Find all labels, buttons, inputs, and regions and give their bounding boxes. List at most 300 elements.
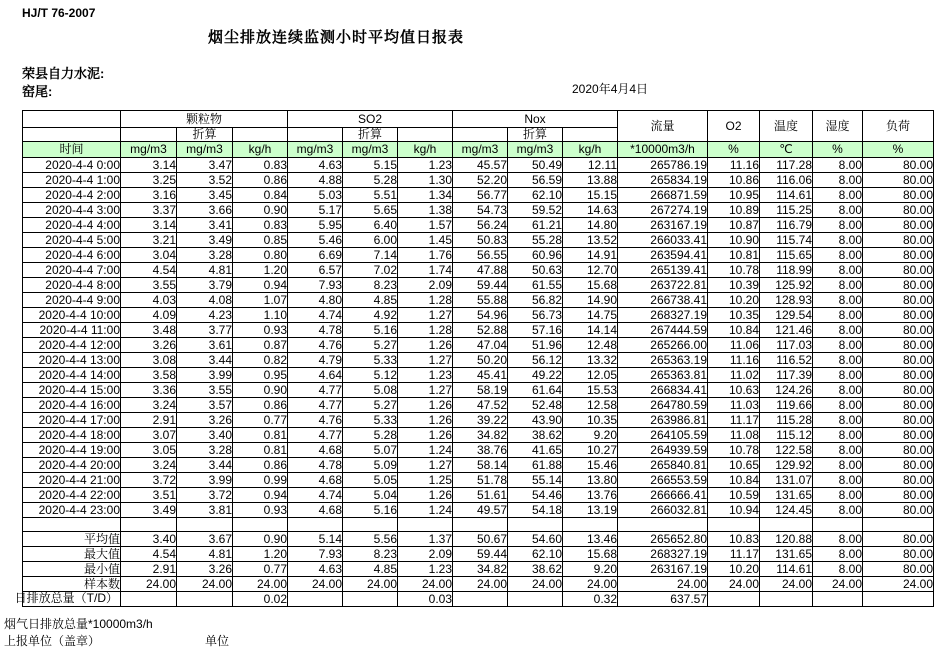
value-cell: 80.00 [863, 398, 934, 413]
value-cell: 4.68 [288, 443, 343, 458]
value-cell: 267274.19 [618, 203, 708, 218]
table-row [23, 338, 934, 353]
table-row [23, 293, 934, 308]
converted-subheader [288, 128, 343, 142]
unit-header: % [813, 142, 863, 158]
value-cell: 38.62 [508, 428, 563, 443]
value-cell: 80.00 [863, 383, 934, 398]
time-cell: 2020-4-4 21:00 [23, 473, 121, 488]
value-cell: 52.20 [453, 173, 508, 188]
value-cell: 3.24 [121, 458, 177, 473]
value-cell: 3.44 [177, 458, 233, 473]
value-cell: 5.12 [343, 368, 398, 383]
value-cell: 50.20 [453, 353, 508, 368]
value-cell: 3.45 [177, 188, 233, 203]
summary-label: 样本数 [23, 577, 121, 592]
value-cell: 115.74 [760, 233, 813, 248]
value-cell: 4.88 [288, 173, 343, 188]
summary-value-cell: 24.00 [618, 577, 708, 592]
value-cell: 10.86 [708, 173, 760, 188]
summary-value-cell: 0.03 [398, 592, 453, 607]
value-cell: 121.46 [760, 323, 813, 338]
value-cell: 129.54 [760, 308, 813, 323]
value-cell: 80.00 [863, 293, 934, 308]
value-cell: 5.27 [343, 398, 398, 413]
value-cell: 0.77 [233, 413, 288, 428]
time-cell: 2020-4-4 8:00 [23, 278, 121, 293]
value-cell: 11.06 [708, 338, 760, 353]
value-cell: 8.00 [813, 218, 863, 233]
value-cell: 1.26 [398, 338, 453, 353]
value-cell: 11.08 [708, 428, 760, 443]
table-row [23, 233, 934, 248]
column-group-header: 湿度 [813, 111, 863, 142]
value-cell: 10.59 [708, 488, 760, 503]
value-cell: 10.39 [708, 278, 760, 293]
value-cell: 8.00 [813, 398, 863, 413]
value-cell: 80.00 [863, 443, 934, 458]
value-cell: 10.20 [708, 293, 760, 308]
summary-value-cell: 0.77 [233, 562, 288, 577]
value-cell: 0.86 [233, 398, 288, 413]
time-cell: 2020-4-4 15:00 [23, 383, 121, 398]
value-cell: 0.86 [233, 173, 288, 188]
value-cell: 3.04 [121, 248, 177, 263]
summary-value-cell: 0.90 [233, 532, 288, 547]
value-cell: 2.09 [398, 278, 453, 293]
value-cell: 3.26 [121, 338, 177, 353]
summary-value-cell: 50.67 [453, 532, 508, 547]
summary-value-cell: 114.61 [760, 562, 813, 577]
time-cell: 2020-4-4 2:00 [23, 188, 121, 203]
time-cell: 2020-4-4 12:00 [23, 338, 121, 353]
value-cell: 8.00 [813, 458, 863, 473]
value-cell: 115.25 [760, 203, 813, 218]
value-cell: 4.74 [288, 308, 343, 323]
value-cell: 5.65 [343, 203, 398, 218]
value-cell: 8.00 [813, 308, 863, 323]
summary-value-cell: 24.00 [508, 577, 563, 592]
converted-subheader [453, 128, 508, 142]
empty-cell [708, 518, 760, 532]
summary-value-cell: 5.14 [288, 532, 343, 547]
value-cell: 8.00 [813, 278, 863, 293]
value-cell: 8.00 [813, 248, 863, 263]
unit-header: mg/m3 [343, 142, 398, 158]
value-cell: 265266.00 [618, 338, 708, 353]
value-cell: 116.06 [760, 173, 813, 188]
summary-value-cell: 7.93 [288, 547, 343, 562]
value-cell: 10.84 [708, 323, 760, 338]
reporting-org-label: 上报单位（盖章） [4, 634, 101, 648]
summary-row [23, 547, 934, 562]
value-cell: 34.82 [453, 428, 508, 443]
summary-value-cell: 62.10 [508, 547, 563, 562]
value-cell: 265840.81 [618, 458, 708, 473]
value-cell: 1.57 [398, 218, 453, 233]
table-row [23, 413, 934, 428]
summary-value-cell: 24.00 [708, 577, 760, 592]
value-cell: 0.80 [233, 248, 288, 263]
report-table-body [14, 111, 934, 607]
empty-cell [863, 518, 934, 532]
summary-value-cell: 4.63 [288, 562, 343, 577]
summary-value-cell: 265652.80 [618, 532, 708, 547]
summary-value-cell: 8.00 [813, 532, 863, 547]
value-cell: 5.15 [343, 158, 398, 173]
value-cell: 5.27 [343, 338, 398, 353]
value-cell: 3.44 [177, 353, 233, 368]
value-cell: 51.96 [508, 338, 563, 353]
summary-value-cell: 24.00 [398, 577, 453, 592]
value-cell: 10.65 [708, 458, 760, 473]
value-cell: 61.21 [508, 218, 563, 233]
table-row [23, 368, 934, 383]
value-cell: 80.00 [863, 263, 934, 278]
value-cell: 3.08 [121, 353, 177, 368]
value-cell: 61.55 [508, 278, 563, 293]
value-cell: 3.24 [121, 398, 177, 413]
value-cell: 1.26 [398, 488, 453, 503]
summary-value-cell: 8.00 [813, 562, 863, 577]
value-cell: 263986.81 [618, 413, 708, 428]
time-cell: 2020-4-4 23:00 [23, 503, 121, 518]
value-cell: 10.89 [708, 203, 760, 218]
value-cell: 4.77 [288, 398, 343, 413]
summary-row [23, 532, 934, 547]
empty-cell [618, 518, 708, 532]
value-cell: 3.40 [177, 428, 233, 443]
value-cell: 4.68 [288, 503, 343, 518]
value-cell: 4.09 [121, 308, 177, 323]
value-cell: 13.88 [563, 173, 618, 188]
value-cell: 1.07 [233, 293, 288, 308]
summary-value-cell [508, 592, 563, 607]
value-cell: 266666.41 [618, 488, 708, 503]
unit-header: mg/m3 [177, 142, 233, 158]
value-cell: 59.44 [453, 278, 508, 293]
value-cell: 62.10 [508, 188, 563, 203]
summary-label: 平均值 [23, 532, 121, 547]
value-cell: 8.00 [813, 173, 863, 188]
value-cell: 80.00 [863, 173, 934, 188]
value-cell: 1.26 [398, 428, 453, 443]
value-cell: 6.00 [343, 233, 398, 248]
value-cell: 1.30 [398, 173, 453, 188]
summary-value-cell [813, 592, 863, 607]
value-cell: 0.82 [233, 353, 288, 368]
value-cell: 3.26 [177, 413, 233, 428]
value-cell: 55.14 [508, 473, 563, 488]
value-cell: 0.90 [233, 383, 288, 398]
value-cell: 14.80 [563, 218, 618, 233]
value-cell: 8.00 [813, 188, 863, 203]
value-cell: 3.05 [121, 443, 177, 458]
value-cell: 1.27 [398, 383, 453, 398]
summary-value-cell: 80.00 [863, 547, 934, 562]
time-cell: 2020-4-4 20:00 [23, 458, 121, 473]
summary-value-cell: 131.65 [760, 547, 813, 562]
value-cell: 80.00 [863, 233, 934, 248]
value-cell: 263167.19 [618, 218, 708, 233]
summary-value-cell: 4.85 [343, 562, 398, 577]
value-cell: 266032.81 [618, 503, 708, 518]
value-cell: 3.58 [121, 368, 177, 383]
value-cell: 56.82 [508, 293, 563, 308]
value-cell: 0.81 [233, 428, 288, 443]
summary-row [23, 577, 934, 592]
unit-header: mg/m3 [453, 142, 508, 158]
value-cell: 0.84 [233, 188, 288, 203]
value-cell: 11.16 [708, 353, 760, 368]
value-cell: 8.00 [813, 428, 863, 443]
time-cell: 2020-4-4 5:00 [23, 233, 121, 248]
value-cell: 8.00 [813, 233, 863, 248]
empty-cell [177, 518, 233, 532]
value-cell: 12.11 [563, 158, 618, 173]
table-row [23, 503, 934, 518]
empty-cell [233, 518, 288, 532]
value-cell: 50.83 [453, 233, 508, 248]
value-cell: 3.14 [121, 218, 177, 233]
value-cell: 4.76 [288, 338, 343, 353]
column-group-header [23, 111, 121, 128]
value-cell: 12.05 [563, 368, 618, 383]
table-row [23, 488, 934, 503]
value-cell: 124.26 [760, 383, 813, 398]
value-cell: 80.00 [863, 248, 934, 263]
value-cell: 12.48 [563, 338, 618, 353]
summary-value-cell: 24.00 [288, 577, 343, 592]
value-cell: 8.00 [813, 353, 863, 368]
value-cell: 6.69 [288, 248, 343, 263]
unit-header: mg/m3 [288, 142, 343, 158]
table-row [23, 188, 934, 203]
summary-label: 最小值 [23, 562, 121, 577]
unit-header: mg/m3 [121, 142, 177, 158]
value-cell: 8.00 [813, 203, 863, 218]
value-cell: 131.65 [760, 488, 813, 503]
summary-value-cell: 4.81 [177, 547, 233, 562]
value-cell: 3.61 [177, 338, 233, 353]
value-cell: 3.72 [177, 488, 233, 503]
empty-cell [343, 518, 398, 532]
time-cell: 2020-4-4 3:00 [23, 203, 121, 218]
value-cell: 3.16 [121, 188, 177, 203]
summary-value-cell [288, 592, 343, 607]
value-cell: 61.64 [508, 383, 563, 398]
value-cell: 8.00 [813, 443, 863, 458]
value-cell: 45.41 [453, 368, 508, 383]
table-row [23, 248, 934, 263]
unit-header: kg/h [233, 142, 288, 158]
value-cell: 4.81 [177, 263, 233, 278]
value-cell: 15.15 [563, 188, 618, 203]
empty-cell [508, 518, 563, 532]
summary-row [23, 592, 934, 607]
value-cell: 5.05 [343, 473, 398, 488]
value-cell: 0.94 [233, 488, 288, 503]
value-cell: 47.52 [453, 398, 508, 413]
value-cell: 4.78 [288, 458, 343, 473]
value-cell: 264939.59 [618, 443, 708, 458]
value-cell: 13.32 [563, 353, 618, 368]
value-cell: 117.03 [760, 338, 813, 353]
summary-value-cell: 4.54 [121, 547, 177, 562]
value-cell: 5.09 [343, 458, 398, 473]
value-cell: 3.28 [177, 248, 233, 263]
value-cell: 13.19 [563, 503, 618, 518]
value-cell: 1.38 [398, 203, 453, 218]
value-cell: 119.66 [760, 398, 813, 413]
value-cell: 80.00 [863, 278, 934, 293]
value-cell: 0.83 [233, 158, 288, 173]
unit-header: kg/h [563, 142, 618, 158]
summary-value-cell: 24.00 [343, 577, 398, 592]
value-cell: 8.00 [813, 383, 863, 398]
value-cell: 8.00 [813, 473, 863, 488]
empty-cell [563, 518, 618, 532]
value-cell: 5.28 [343, 428, 398, 443]
value-cell: 49.57 [453, 503, 508, 518]
value-cell: 50.63 [508, 263, 563, 278]
time-cell: 2020-4-4 7:00 [23, 263, 121, 278]
value-cell: 80.00 [863, 488, 934, 503]
value-cell: 3.72 [121, 473, 177, 488]
value-cell: 266033.41 [618, 233, 708, 248]
value-cell: 1.23 [398, 368, 453, 383]
value-cell: 58.14 [453, 458, 508, 473]
value-cell: 80.00 [863, 203, 934, 218]
summary-value-cell: 80.00 [863, 532, 934, 547]
value-cell: 5.08 [343, 383, 398, 398]
value-cell: 3.25 [121, 173, 177, 188]
value-cell: 4.63 [288, 158, 343, 173]
value-cell: 265363.19 [618, 353, 708, 368]
summary-value-cell: 24.00 [760, 577, 813, 592]
value-cell: 1.74 [398, 263, 453, 278]
summary-value-cell: 24.00 [453, 577, 508, 592]
summary-value-cell: 9.20 [563, 562, 618, 577]
empty-cell [760, 518, 813, 532]
time-cell: 2020-4-4 11:00 [23, 323, 121, 338]
value-cell: 8.00 [813, 488, 863, 503]
summary-value-cell: 2.09 [398, 547, 453, 562]
value-cell: 116.52 [760, 353, 813, 368]
value-cell: 15.53 [563, 383, 618, 398]
summary-value-cell [863, 592, 934, 607]
value-cell: 267444.59 [618, 323, 708, 338]
summary-value-cell [760, 592, 813, 607]
value-cell: 11.17 [708, 413, 760, 428]
summary-row [23, 562, 934, 577]
table-row [23, 458, 934, 473]
value-cell: 10.81 [708, 248, 760, 263]
value-cell: 11.03 [708, 398, 760, 413]
summary-value-cell: 24.00 [813, 577, 863, 592]
standard-number: HJ/T 76-2007 [22, 6, 96, 20]
value-cell: 265786.19 [618, 158, 708, 173]
value-cell: 3.79 [177, 278, 233, 293]
value-cell: 1.27 [398, 308, 453, 323]
value-cell: 56.77 [453, 188, 508, 203]
value-cell: 265139.41 [618, 263, 708, 278]
value-cell: 115.28 [760, 413, 813, 428]
summary-value-cell [708, 592, 760, 607]
value-cell: 14.14 [563, 323, 618, 338]
value-cell: 10.90 [708, 233, 760, 248]
value-cell: 3.21 [121, 233, 177, 248]
value-cell: 43.90 [508, 413, 563, 428]
value-cell: 10.78 [708, 443, 760, 458]
value-cell: 1.76 [398, 248, 453, 263]
value-cell: 3.41 [177, 218, 233, 233]
value-cell: 56.24 [453, 218, 508, 233]
value-cell: 5.04 [343, 488, 398, 503]
summary-value-cell: 24.00 [233, 577, 288, 592]
time-cell: 2020-4-4 17:00 [23, 413, 121, 428]
unit-header: ℃ [760, 142, 813, 158]
value-cell: 4.68 [288, 473, 343, 488]
value-cell: 5.28 [343, 173, 398, 188]
value-cell: 3.48 [121, 323, 177, 338]
column-group-header: SO2 [288, 111, 453, 128]
column-group-header: 颗粒物 [121, 111, 288, 128]
value-cell: 8.00 [813, 293, 863, 308]
company-name: 荣县自力水泥: [22, 66, 105, 81]
header-group-row [23, 111, 934, 128]
value-cell: 3.55 [177, 383, 233, 398]
time-cell: 2020-4-4 18:00 [23, 428, 121, 443]
value-cell: 10.78 [708, 263, 760, 278]
summary-value-cell: 8.23 [343, 547, 398, 562]
value-cell: 1.24 [398, 443, 453, 458]
summary-value-cell: 59.44 [453, 547, 508, 562]
value-cell: 41.65 [508, 443, 563, 458]
value-cell: 3.51 [121, 488, 177, 503]
value-cell: 115.12 [760, 428, 813, 443]
value-cell: 5.07 [343, 443, 398, 458]
value-cell: 80.00 [863, 473, 934, 488]
summary-value-cell: 80.00 [863, 562, 934, 577]
value-cell: 116.79 [760, 218, 813, 233]
value-cell: 80.00 [863, 458, 934, 473]
value-cell: 13.80 [563, 473, 618, 488]
value-cell: 4.77 [288, 383, 343, 398]
value-cell: 1.24 [398, 503, 453, 518]
value-cell: 3.47 [177, 158, 233, 173]
table-row [23, 323, 934, 338]
summary-value-cell: 13.46 [563, 532, 618, 547]
value-cell: 4.54 [121, 263, 177, 278]
table-row [23, 428, 934, 443]
summary-value-cell: 15.68 [563, 547, 618, 562]
value-cell: 8.23 [343, 278, 398, 293]
time-cell: 2020-4-4 9:00 [23, 293, 121, 308]
value-cell: 1.45 [398, 233, 453, 248]
value-cell: 1.26 [398, 413, 453, 428]
value-cell: 10.63 [708, 383, 760, 398]
value-cell: 3.66 [177, 203, 233, 218]
value-cell: 8.00 [813, 368, 863, 383]
value-cell: 58.19 [453, 383, 508, 398]
value-cell: 6.57 [288, 263, 343, 278]
value-cell: 3.37 [121, 203, 177, 218]
value-cell: 4.08 [177, 293, 233, 308]
monitor-location: 窑尾: [22, 84, 53, 99]
value-cell: 122.58 [760, 443, 813, 458]
time-cell: 2020-4-4 0:00 [23, 158, 121, 173]
